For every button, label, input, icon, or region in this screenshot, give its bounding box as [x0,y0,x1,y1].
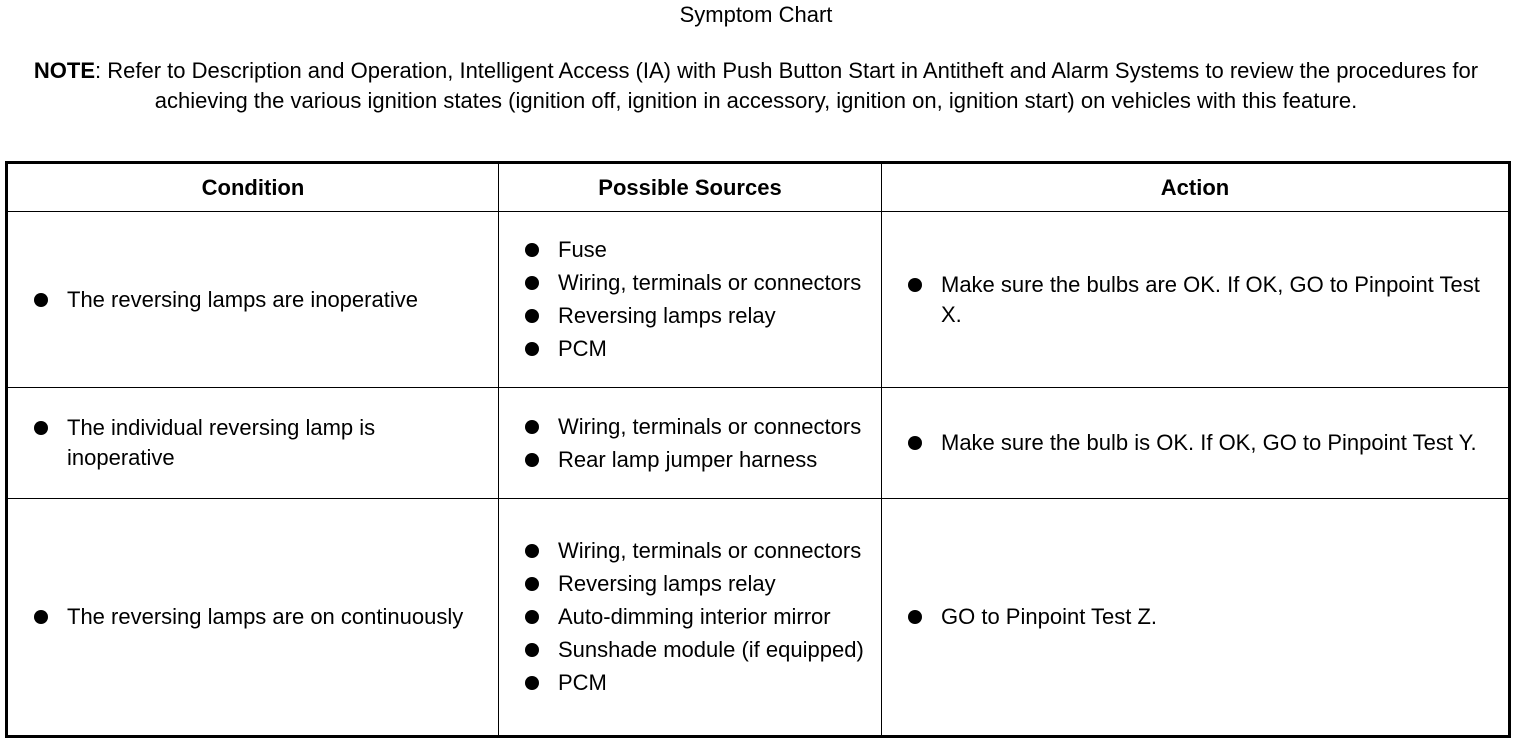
bullet-dot-icon [908,436,922,450]
bullet-dot-icon [525,544,539,558]
bullet-dot-icon [34,293,48,307]
page-title: Symptom Chart [679,2,833,27]
sources-cell [499,212,882,388]
sources-cell [499,388,882,499]
list-item: Wiring, terminals or connectors [523,412,869,442]
list-item: GO to Pinpoint Test Z. [906,602,1496,632]
list-item: The reversing lamps are inoperative [32,285,486,315]
table-row [7,212,1510,388]
condition-cell [7,499,499,737]
bullet-dot-icon [525,420,539,434]
bullet-dot-icon [34,610,48,624]
bullet-dot-icon [525,676,539,690]
action-cell [882,388,1510,499]
list-item: Rear lamp jumper harness [523,445,869,475]
bullet-dot-icon [34,421,48,435]
header-action: Action [882,163,1510,212]
header-possible-sources: Possible Sources [499,163,882,212]
action-cell [882,212,1510,388]
list-item: Make sure the bulbs are OK. If OK, GO to Pinpoint Test X. [906,270,1496,330]
list-item: Fuse [523,235,869,265]
list-item: The individual reversing lamp is inoperative [32,413,486,473]
note-label: NOTE [33,58,96,83]
list-item: Wiring, terminals or connectors [523,536,869,566]
list-item: Reversing lamps relay [523,569,869,599]
table-header-row [7,163,1510,212]
table-row [7,388,1510,499]
list-item: Sunshade module (if equipped) [523,635,869,665]
table-row [7,499,1510,737]
bullet-dot-icon [525,610,539,624]
bullet-dot-icon [908,278,922,292]
bullet-dot-icon [525,453,539,467]
bullet-dot-icon [525,577,539,591]
list-item: Auto-dimming interior mirror [523,602,869,632]
list-item: Make sure the bulb is OK. If OK, GO to Pinpoint Test Y. [906,428,1496,458]
list-item: Reversing lamps relay [523,301,869,331]
list-item: Wiring, terminals or connectors [523,268,869,298]
bullet-dot-icon [525,643,539,657]
note-text: : Refer to Description and Operation, Intelligent Access (IA) with Push Button Start in Antitheft and Alarm Systems to review the procedures for achieving the various ignition states (ignition off, ignition in accessory, ignition on, ignition start) on vehicles with this feature. [95,58,1479,113]
condition-cell [7,212,499,388]
list-item: PCM [523,334,869,364]
bullet-dot-icon [525,276,539,290]
list-item: PCM [523,668,869,698]
sources-cell [499,499,882,737]
list-item: The reversing lamps are on continuously [32,602,486,632]
condition-cell [7,388,499,499]
bullet-dot-icon [525,342,539,356]
note-paragraph [10,56,1502,116]
bullet-dot-icon [525,243,539,257]
header-condition: Condition [7,163,499,212]
bullet-dot-icon [908,610,922,624]
action-cell [882,499,1510,737]
bullet-dot-icon [525,309,539,323]
symptom-table [5,161,1511,738]
